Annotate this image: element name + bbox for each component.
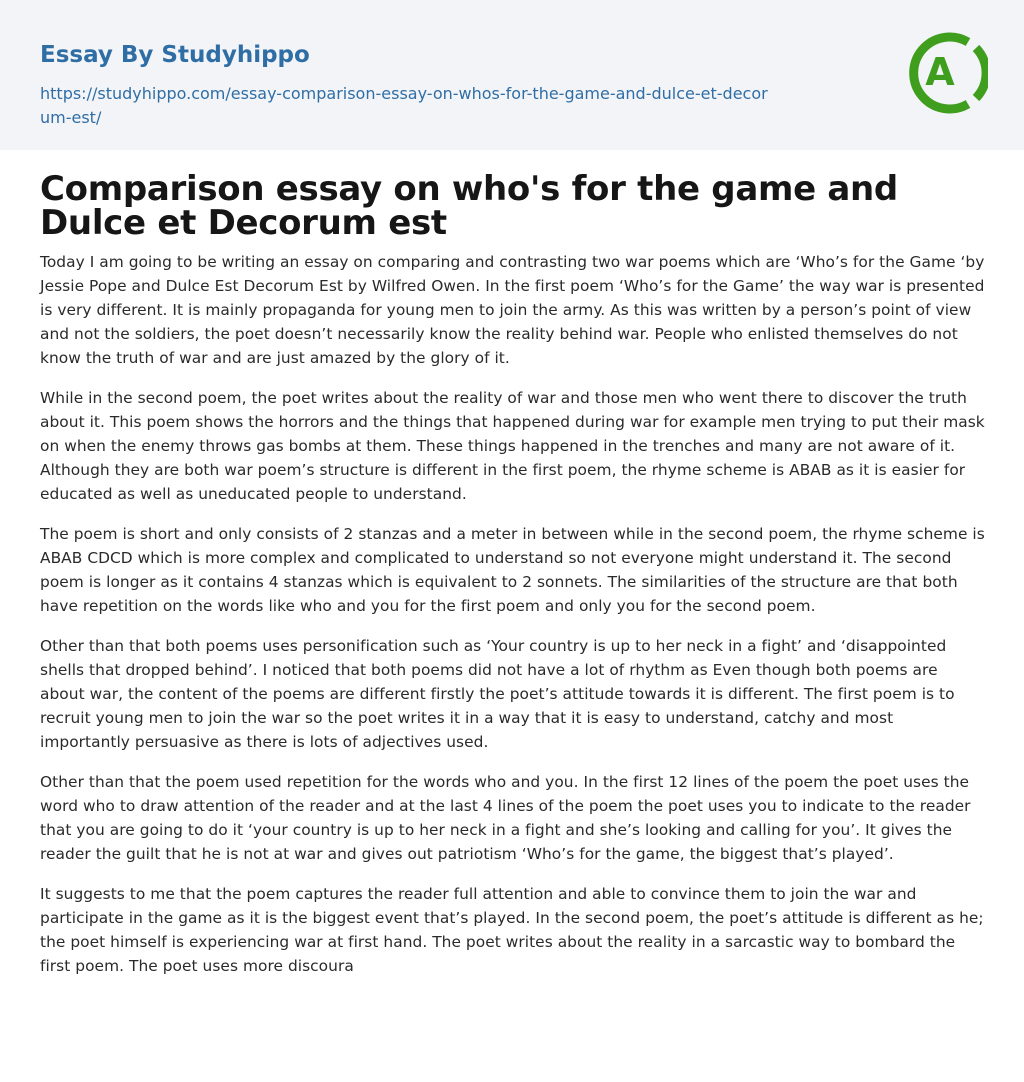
essay-paragraph-1: Today I am going to be writing an essay on comparing and contrasting two war poems which are ‘Who’s for the Game ‘by Jessie Pope and Dulce Est Decorum Est by Wilfred Owen. In the first poem ‘Who’s for the Game’ the way war is presented is very different. It is mainly propaganda for young men to join the army. As this was written by a person’s point of view and not the soldiers, the poet doesn’t necessarily know the reality behind war. People who enlisted themselves do not know the truth of war and are just amazed by the glory of it.: [40, 253, 985, 367]
site-brand[interactable]: Essay By Studyhippo: [40, 42, 310, 68]
essay-paragraph-5: Other than that the poem used repetition for the words who and you. In the first 12 lines of the poem the poet uses the word who to draw attention of the reader and at the last 4 lines of the poem the poet uses you to indicate to the reader that you are going to do it ‘your country is up to her neck in a fight and she’s looking and calling for you’. It gives the reader the guilt that he is not at war and gives out patriotism ‘Who’s for the game, the biggest that’s played’.: [40, 773, 971, 863]
essay-paragraph-3: The poem is short and only consists of 2 stanzas and a meter in between while in the second poem, the rhyme scheme is ABAB CDCD which is more complex and complicated to understand so not everyone might understand it. The second poem is longer as it contains 4 stanzas which is equivalent to 2 sonnets. The similarities of the structure are that both have repetition on the words like who and you for the first poem and only you for the second poem.: [40, 525, 985, 615]
essay-paragraph-4: Other than that both poems uses personification such as ‘Your country is up to her neck in a fight’ and ‘disappointed shells that dropped behind’. I noticed that both poems did not have a lot of rhythm as Even though both poems are about war, the content of the poems are different firstly the poet’s attitude towards it is different. The first poem is to recruit young men to join the war so the poet writes it in a way that it is easy to understand, catchy and most importantly persuasive as there is lots of adjectives used.: [40, 637, 955, 751]
essay-content: [40, 168, 986, 994]
site-header: [0, 0, 1024, 150]
studyhippo-logo-icon[interactable]: [908, 28, 988, 118]
logo-letter: A: [925, 50, 955, 94]
essay-paragraph-6: It suggests to me that the poem captures the reader full attention and able to convince them to join the war and participate in the game as it is the biggest event that’s played. In the second poem, the poet’s attitude is different as he; the poet himself is experiencing war at first hand. The poet writes about the reality in a sarcastic way to bombard the first poem. The poet uses more discoura: [40, 885, 984, 975]
essay-paragraph-2: While in the second poem, the poet writes about the reality of war and those men who went there to discover the truth about it. This poem shows the horrors and the things that happened during war for example men trying to put their mask on when the enemy throws gas bombs at them. These things happened in the trenches and many are not aware of it. Although they are both war poem’s structure is different in the first poem, the rhyme scheme is ABAB as it is easier for educated as well as uneducated people to understand.: [40, 389, 985, 503]
essay-title: Comparison essay on who's for the game and Dulce et Decorum est: [40, 169, 898, 243]
essay-url-link[interactable]: https://studyhippo.com/essay-comparison-essay-on-whos-for-the-game-and-dulce-et-decorum-est/: [40, 84, 768, 127]
